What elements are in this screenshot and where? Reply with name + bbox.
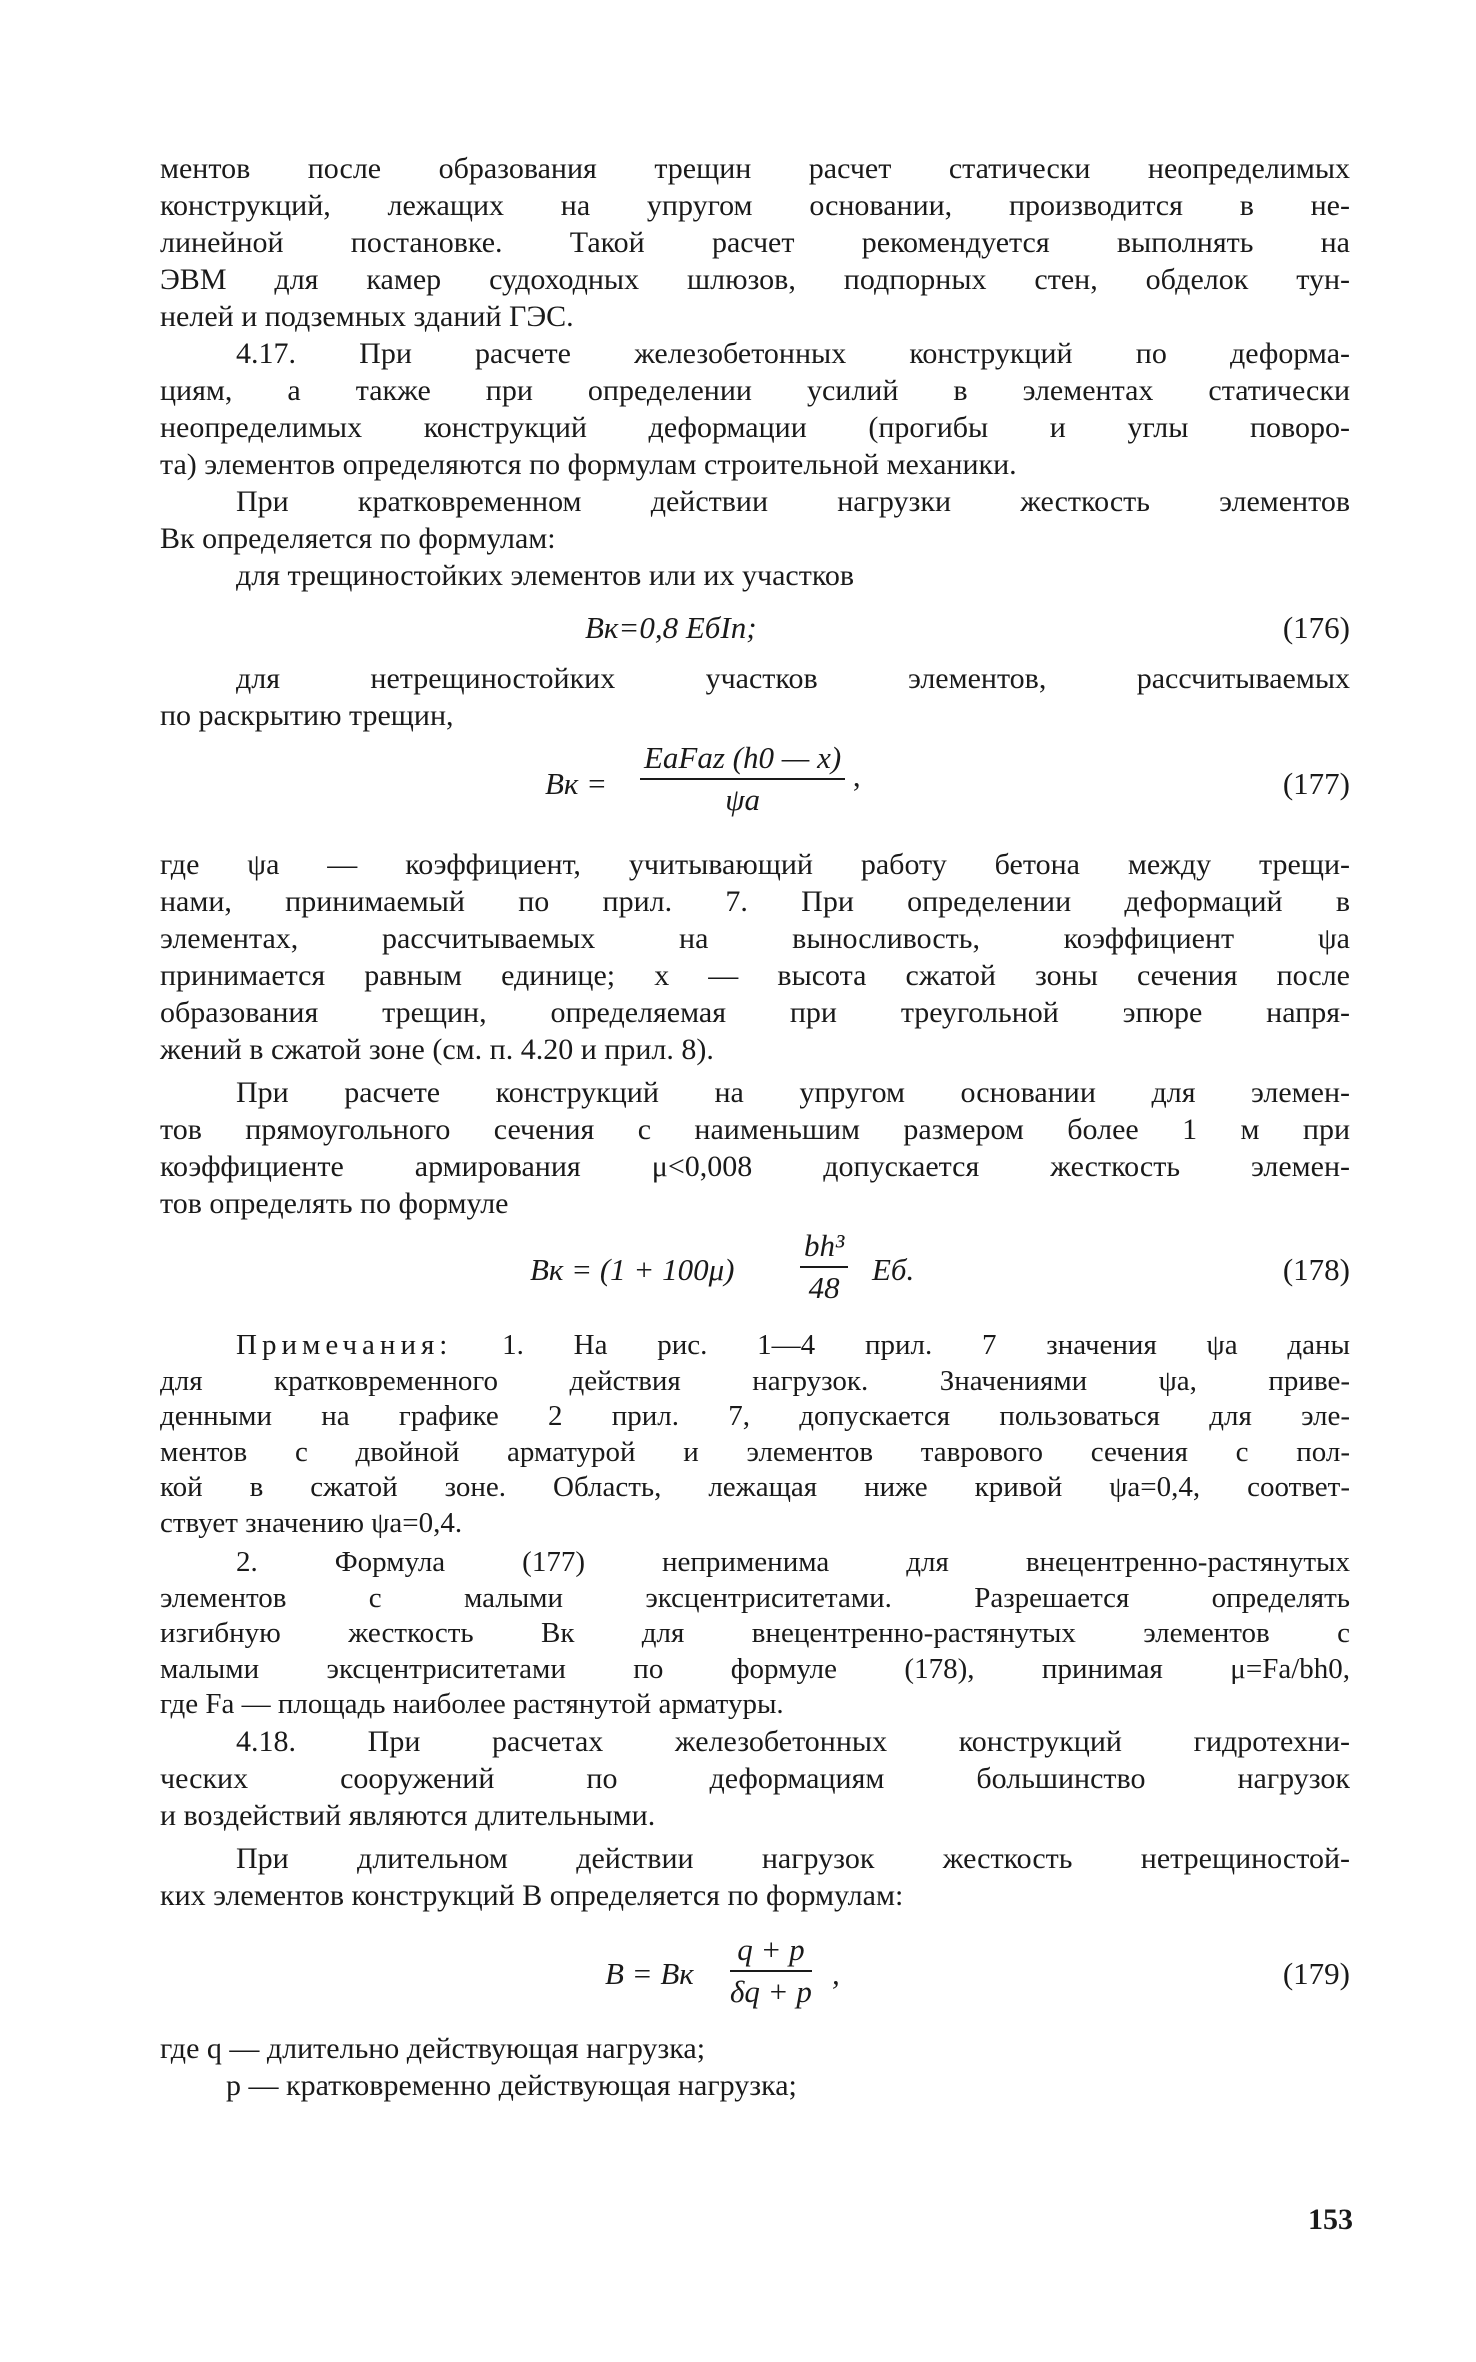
text-line: по раскрытию трещин, [160, 699, 454, 732]
text-line: Bк определяется по формулам: [160, 522, 556, 555]
equation-lhs: B = Bк [605, 1955, 694, 1991]
text-line [160, 1328, 1350, 1364]
text-line: для кратковременного действия нагрузок. Значениями ψа, приве- [160, 1364, 1350, 1397]
text-line: При длительном действии нагрузок жесткость нетрещиностой- [236, 1841, 1350, 1875]
text-line: 2. Формула (177) неприменима для внецентренно-растянутых [236, 1546, 1350, 1578]
fraction-denominator: 48 [808, 1270, 840, 1305]
equation-178 [160, 1226, 1350, 1318]
paragraph [160, 2030, 1350, 2104]
text-line: малыми эксцентриситетами по формуле (178), принимая μ=Fа/bh0, [160, 1652, 1350, 1685]
paragraph [160, 150, 1350, 335]
paragraph-4-18 [160, 1723, 1350, 1834]
text-line: ких элементов конструкций B определяется по формулам: [160, 1878, 904, 1912]
equation-fraction [730, 1932, 812, 2010]
text-line: нелей и подземных зданий ГЭС. [160, 300, 574, 333]
equation-lhs: Bк = [545, 766, 608, 801]
equation-fraction: $\frac{\text{EаFаz (h0 — x)}}{\psi а}$ , [640, 740, 861, 818]
paragraph-4-17 [160, 335, 1350, 483]
equation-tail: , [832, 1955, 840, 1991]
equation-number: (178) [1282, 1252, 1350, 1287]
text-line: циям, а также при определении усилий в элементах статически [160, 374, 1350, 407]
text-line: принимается равным единице; x — высота сжатой зоны сечения после [160, 959, 1350, 992]
text-line: денными на графике 2 прил. 7, допускается пользоваться для эле- [160, 1400, 1350, 1432]
text-line: ЭВМ для камер судоходных шлюзов, подпорных стен, обделок тун- [160, 263, 1350, 296]
equation-number: (177) [1282, 766, 1350, 801]
text-line: элементах, рассчитываемых на выносливость, коэффициент ψа [160, 922, 1350, 955]
notes-block [160, 1328, 1350, 1723]
paragraph [160, 1840, 1350, 1914]
text-line: та) элементов определяются по формулам строительной механики. [160, 448, 1017, 481]
text-line: неопределимых конструкций деформации (прогибы и углы поворо- [160, 411, 1350, 444]
equation-fraction [800, 1228, 848, 1306]
equation-number: (179) [1282, 1955, 1350, 1991]
text-line: где Fа — площадь наиболее растянутой арматуры. [160, 1688, 784, 1720]
fraction-numerator: EаFаz (h0 — x) [640, 740, 845, 780]
text-line: тов прямоугольного сечения с наименьшим размером более 1 м при [160, 1113, 1350, 1146]
text-line: образования трещин, определяемая при треугольной эпюре напря- [160, 996, 1350, 1029]
text-line: p — кратковременно действующая нагрузка; [226, 2068, 797, 2102]
text-line: изгибную жесткость Bк для внецентренно-растянутых элементов с [160, 1617, 1350, 1649]
equation-lhs: Bк = (1 + 100μ) [530, 1252, 735, 1287]
text-line: 4.18. При расчетах железобетонных конструкций гидротехни- [236, 1724, 1350, 1758]
text-line: элементов с малыми эксцентриситетами. Разрешается определять [160, 1581, 1350, 1614]
notes-label: Примечания: [236, 1329, 453, 1361]
text-line: тов определять по формуле [160, 1187, 509, 1220]
equation-tail: Eб. [872, 1252, 915, 1287]
paragraph [160, 660, 1350, 734]
text-line: ческих сооружений по деформациям большинство нагрузок [160, 1761, 1350, 1795]
text-line: ментов после образования трещин расчет статически неопределимых [160, 152, 1350, 185]
text-line: кой в сжатой зоне. Область, лежащая ниже кривой ψа=0,4, соответ- [160, 1471, 1350, 1503]
text-line: 4.17. При расчете железобетонных конструкций по деформа- [236, 337, 1350, 370]
text-line: ствует значению ψа=0,4. [160, 1506, 463, 1539]
page-body [160, 150, 1350, 2104]
equation-176 [160, 608, 1350, 654]
equation-177 [160, 740, 1350, 836]
fraction-numerator: bh³ [800, 1228, 848, 1268]
page-number: 153 [1308, 2203, 1353, 2236]
text-line: ментов с двойной арматурой и элементов таврового сечения с пол- [160, 1435, 1350, 1468]
text-line: где q — длительно действующая нагрузка; [160, 2031, 706, 2065]
paragraph [160, 1074, 1350, 1222]
text-line: При кратковременном действии нагрузки жесткость элементов [236, 485, 1350, 518]
equation-179 [160, 1926, 1350, 2028]
text-line: нами, принимаемый по прил. 7. При определении деформаций в [160, 885, 1350, 918]
equation-number: (176) [1282, 610, 1350, 645]
fraction-denominator: ψа [725, 782, 760, 817]
text-line: конструкций, лежащих на упругом основании, производится в не- [160, 189, 1350, 222]
paragraph [160, 846, 1350, 1068]
text-line: линейной постановке. Такой расчет рекомендуется выполнять на [160, 226, 1350, 259]
fraction-denominator: δq + p [730, 1973, 812, 2009]
paragraph [160, 483, 1350, 557]
text-line: для нетрещиностойких участков элементов, рассчитываемых [236, 662, 1350, 695]
text-line: и воздействий являются длительными. [160, 1798, 656, 1832]
text-line: где ψа — коэффициент, учитывающий работу бетона между трещи- [160, 848, 1350, 881]
fraction-numerator: q + p [730, 1932, 812, 1972]
text-line: При расчете конструкций на упругом основании для элемен- [236, 1076, 1350, 1109]
note-text: 1. На рис. 1—4 прил. 7 значения ψа даны [502, 1329, 1350, 1361]
text-line: жений в сжатой зоне (см. п. 4.20 и прил. 8). [160, 1033, 714, 1066]
text-line: коэффициенте армирования μ<0,008 допускается жесткость элемен- [160, 1150, 1350, 1183]
text-line: для трещиностойких элементов или их участков [236, 559, 855, 592]
equation-body: Bк=0,8 EбIп; [585, 610, 757, 645]
